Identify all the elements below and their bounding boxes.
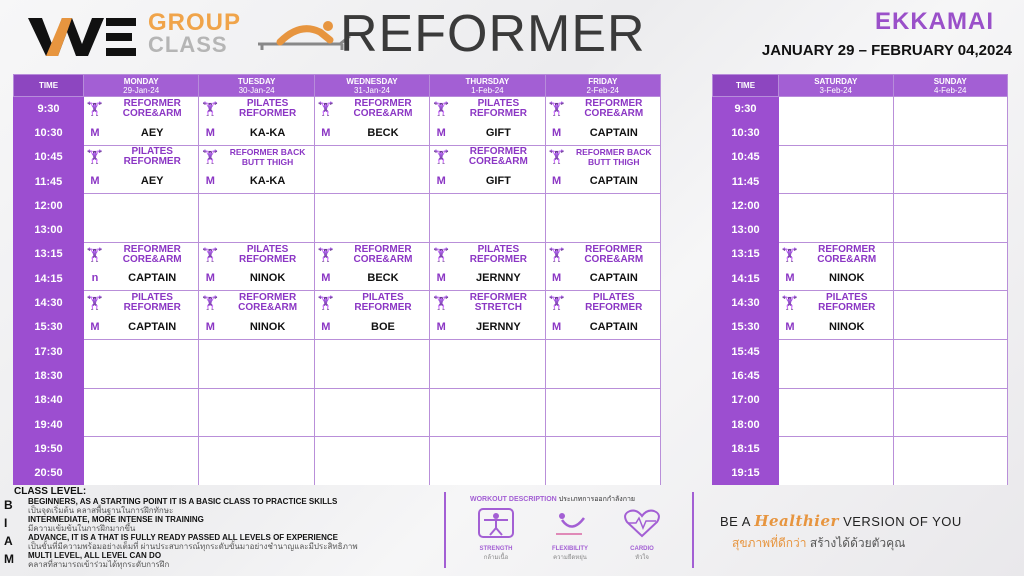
level-description: ADVANCE, IT IS A THAT IS FULLY READY PASSED ALL LEVELS OF EXPERIENCE เป็นขั้นที่มีความพร้อมอย่างเต็มที่ ผ่านประสบการณ์ทุกระดับขั้นมาอย่างชำนาญและมีประสิทธิภาพ [28,533,358,551]
instructor-name: JERNNY [476,321,521,334]
time-slot: 19:40 [14,412,84,436]
empty-cell [545,437,660,461]
instructor-name: NINOK [249,272,286,285]
class-cell[interactable] [314,242,429,266]
empty-cell [199,364,314,388]
day-header-sunday [893,75,1008,97]
class-cell[interactable] [545,242,660,266]
empty-cell [84,364,199,388]
tagline-thai: สุขภาพที่ดีกว่า สร้างได้ด้วยตัวคุณ [732,536,906,550]
time-slot: 15:45 [713,339,779,363]
instructor-name: NINOK [249,321,286,334]
class-level: M [205,175,215,188]
instructor-cell[interactable] [84,121,199,145]
class-cell[interactable] [779,242,894,266]
empty-cell [84,461,199,485]
empty-cell [779,461,894,485]
empty-cell [893,291,1008,315]
empty-cell [314,339,429,363]
class-level: M [551,272,562,285]
time-slot: 13:15 [713,242,779,266]
instructor-cell[interactable] [199,315,314,339]
class-level: M [321,321,331,334]
strength-icon: 🏋 [781,246,799,262]
class-name: REFORMER CORE&ARM [353,243,413,265]
empty-cell [430,364,545,388]
empty-cell [545,412,660,436]
day-header-saturday [779,75,894,97]
class-cell[interactable] [199,97,314,121]
strength-icon: 🏋 [202,295,219,311]
instructor-cell[interactable] [314,267,429,291]
class-cell[interactable] [199,291,314,315]
instructor-cell[interactable] [199,121,314,145]
strength-icon: 🏋 [202,246,219,262]
workout-item-flexibility: FLEXIBILITY ความยืดหยุ่น [540,508,600,562]
time-slot: 18:30 [14,364,84,388]
instructor-cell[interactable] [199,267,314,291]
strength-icon: 🏋 [86,100,104,116]
empty-cell [545,364,660,388]
class-name: PILATES REFORMER [354,292,412,314]
strength-icon: 🏋 [548,295,565,311]
instructor-name: CAPTAIN [589,272,638,285]
instructor-cell[interactable] [84,267,199,291]
class-level: M [436,272,446,285]
instructor-name: JERNNY [476,272,521,285]
empty-cell [199,437,314,461]
instructor-cell[interactable] [199,169,314,193]
empty-cell [779,412,894,436]
empty-cell [199,218,314,242]
empty-cell [314,461,429,485]
time-header: TIME [14,75,84,97]
class-text: CLASS [148,32,228,57]
empty-cell [314,388,429,412]
empty-cell [893,364,1008,388]
time-slot: 19:15 [713,461,779,485]
empty-cell [893,339,1008,363]
instructor-cell[interactable] [545,121,660,145]
day-date: 1-Feb-24 [471,85,504,95]
weekend-schedule-table [712,74,1008,485]
class-name: PILATES REFORMER [123,292,181,314]
time-slot: 11:45 [14,169,84,193]
empty-cell [314,218,429,242]
instructor-name: BOE [371,321,395,334]
day-header-thursday [430,75,545,97]
empty-cell [84,412,199,436]
empty-cell [314,145,429,169]
class-name: REFORMER CORE&ARM [468,146,528,168]
empty-cell [893,242,1008,266]
time-slot: 18:40 [14,388,84,412]
day-name: WEDNESDAY [346,76,398,86]
instructor-cell[interactable] [779,315,894,339]
class-cell[interactable] [430,145,545,169]
strength-icon: 🏋 [86,295,104,311]
empty-cell [430,412,545,436]
class-level: M [785,321,795,334]
day-header-wednesday [314,75,429,97]
class-level: M [205,126,215,139]
day-header-friday [545,75,660,97]
strength-icon: 🏋 [781,295,799,311]
class-cell[interactable] [430,291,545,315]
empty-cell [314,364,429,388]
time-slot: 14:15 [713,267,779,291]
class-name: PILATES REFORMER [238,243,297,265]
we-logo [28,10,138,60]
reformer-title: REFORMER [340,5,646,63]
class-level: M [436,321,446,334]
empty-cell [779,121,894,145]
class-cell[interactable] [314,97,429,121]
time-slot: 17:00 [713,388,779,412]
empty-cell [84,437,199,461]
day-name: TUESDAY [237,76,276,86]
empty-cell [893,97,1008,121]
class-level: M [551,126,562,139]
empty-cell [779,97,894,121]
cardio-icon [612,508,672,546]
class-cell[interactable] [545,97,660,121]
instructor-cell[interactable] [545,169,660,193]
empty-cell [84,339,199,363]
empty-cell [893,218,1008,242]
class-cell[interactable] [84,145,199,169]
empty-cell [199,339,314,363]
workout-item-cardio: CARDIO หัวใจ [612,508,672,562]
workout-description-title: WORKOUT DESCRIPTION ประเภทการออกกำลังกาย [470,496,635,503]
time-slot: 11:45 [713,169,779,193]
class-cell[interactable] [430,97,545,121]
strength-icon: 🏋 [548,246,565,262]
instructor-cell[interactable] [314,121,429,145]
level-letter: I [4,516,8,530]
class-level: M [321,126,331,139]
instructor-name: CAPTAIN [128,321,177,334]
instructor-name: GIFT [485,126,511,139]
empty-cell [893,315,1008,339]
empty-cell [199,412,314,436]
instructor-name: CAPTAIN [589,321,638,334]
time-slot: 12:00 [713,194,779,218]
empty-cell [545,218,660,242]
class-cell[interactable] [545,145,660,169]
class-level: M [436,175,446,188]
class-level: M [551,321,562,334]
empty-cell [545,194,660,218]
strength-icon: 🏋 [433,246,450,262]
instructor-name: NINOK [829,272,865,285]
empty-cell [314,412,429,436]
time-slot: 13:00 [713,218,779,242]
class-name: REFORMER CORE&ARM [817,243,877,265]
level-letter: M [4,552,14,566]
empty-cell [430,437,545,461]
class-cell[interactable] [84,242,199,266]
time-slot: 14:30 [14,291,84,315]
class-name: PILATES REFORMER [238,97,297,119]
instructor-cell[interactable] [84,169,199,193]
class-level: M [551,175,562,188]
strength-icon: 🏋 [433,100,450,116]
empty-cell [430,388,545,412]
day-name: FRIDAY [588,76,618,86]
empty-cell [199,388,314,412]
strength-icon: 🏋 [317,100,334,116]
time-slot: 14:15 [14,267,84,291]
class-name: REFORMER BACK BUTT THIGH [576,147,652,168]
class-level: M [90,175,100,188]
instructor-name: KA-KA [249,126,286,139]
empty-cell [545,339,660,363]
empty-cell [893,461,1008,485]
time-slot: 18:00 [713,412,779,436]
day-date: 30-Jan-24 [238,85,275,95]
class-name: REFORMER CORE&ARM [122,243,182,265]
class-level: M [90,126,100,139]
date-range: JANUARY 29 – FEBRUARY 04,2024 [761,42,1012,59]
empty-cell [893,121,1008,145]
time-slot: 10:30 [713,121,779,145]
time-slot: 14:30 [713,291,779,315]
class-name: PILATES REFORMER [469,243,527,265]
instructor-name: GIFT [485,175,511,188]
instructor-name: AEY [140,126,164,139]
day-date: 31-Jan-24 [353,85,390,95]
empty-cell [893,437,1008,461]
flexibility-icon [540,508,600,546]
empty-cell [893,145,1008,169]
empty-cell [314,169,429,193]
empty-cell [545,388,660,412]
strength-icon: 🏋 [317,246,334,262]
instructor-name: AEY [140,175,164,188]
weekday-schedule-table [13,74,661,485]
strength-icon: 🏋 [86,149,104,165]
workout-item-strength: STRENGTH กล้ามเนื้อ [466,508,526,562]
empty-cell [779,364,894,388]
class-cell[interactable] [779,291,894,315]
class-level: M [90,321,100,334]
empty-cell [199,461,314,485]
day-name: SATURDAY [814,76,858,86]
empty-cell [779,218,894,242]
time-slot: 10:45 [14,145,84,169]
empty-cell [545,461,660,485]
instructor-cell[interactable] [779,267,894,291]
class-level: M [321,272,331,285]
class-cell[interactable] [84,291,199,315]
day-header-tuesday [199,75,314,97]
instructor-cell[interactable] [314,315,429,339]
time-slot: 10:45 [713,145,779,169]
instructor-name: BECK [367,272,399,285]
strength-icon: 🏋 [548,100,565,116]
time-slot: 13:00 [14,218,84,242]
day-date: 4-Feb-24 [934,85,967,95]
class-cell[interactable] [199,242,314,266]
instructor-cell[interactable] [545,315,660,339]
time-slot: 19:50 [14,437,84,461]
class-cell[interactable] [199,145,314,169]
strength-icon [466,508,526,546]
empty-cell [779,145,894,169]
empty-cell [84,388,199,412]
level-letter: B [4,498,13,512]
class-cell[interactable] [84,97,199,121]
group-text: GROUP [148,9,242,36]
class-level: M [205,321,215,334]
empty-cell [314,437,429,461]
empty-cell [430,218,545,242]
time-slot: 18:15 [713,437,779,461]
empty-cell [430,194,545,218]
time-slot: 9:30 [713,97,779,121]
time-slot: 12:00 [14,194,84,218]
strength-icon: 🏋 [317,295,334,311]
workout-description-box [444,492,694,568]
instructor-name: CAPTAIN [589,126,638,139]
class-name: REFORMER BACK BUTT THIGH [229,147,306,168]
class-name: REFORMER CORE&ARM [584,97,644,119]
instructor-name: NINOK [829,321,865,334]
time-slot: 13:15 [14,242,84,266]
empty-cell [893,169,1008,193]
class-name: REFORMER CORE&ARM [353,97,413,119]
time-slot: 10:30 [14,121,84,145]
class-cell[interactable] [314,291,429,315]
level-letter: A [4,534,13,548]
instructor-cell[interactable] [545,267,660,291]
class-level: M [785,272,795,285]
day-date: 29-Jan-24 [123,85,160,95]
day-name: THURSDAY [465,76,510,86]
empty-cell [430,339,545,363]
time-slot: 15:30 [14,315,84,339]
instructor-cell[interactable] [430,121,545,145]
instructor-cell[interactable] [430,315,545,339]
empty-cell [779,339,894,363]
day-date: 3-Feb-24 [819,85,852,95]
class-cell[interactable] [545,291,660,315]
empty-cell [893,388,1008,412]
empty-cell [893,412,1008,436]
day-name: MONDAY [123,76,159,86]
location-title: EKKAMAI [875,8,994,35]
time-slot: 9:30 [14,97,84,121]
strength-icon: 🏋 [433,295,450,311]
class-level: M [436,126,446,139]
class-name: REFORMER STRETCH [469,292,527,314]
class-level: M [205,272,215,285]
level-description: INTERMEDIATE, MORE INTENSE IN TRAINING มีความเข้มข้นในการฝึกมากขึ้น [28,515,204,533]
empty-cell [779,194,894,218]
day-name: SUNDAY [933,76,967,86]
instructor-name: KA-KA [249,175,286,188]
time-slot: 16:45 [713,364,779,388]
instructor-cell[interactable] [430,267,545,291]
class-name: PILATES REFORMER [469,97,527,119]
instructor-name: CAPTAIN [589,175,638,188]
day-date: 2-Feb-24 [586,85,620,95]
class-name: REFORMER CORE&ARM [584,243,644,265]
class-name: PILATES REFORMER [818,292,876,314]
strength-icon: 🏋 [202,100,219,116]
empty-cell [84,194,199,218]
empty-cell [893,267,1008,291]
day-header-monday [84,75,199,97]
time-slot: 17:30 [14,339,84,363]
class-name: REFORMER CORE&ARM [122,97,182,119]
time-slot: 20:50 [14,461,84,485]
tagline: BE A Healthier VERSION OF YOU [720,512,962,530]
instructor-name: BECK [367,126,399,139]
empty-cell [893,194,1008,218]
empty-cell [779,388,894,412]
level-description: BEGINNERS, AS A STARTING POINT IT IS A BASIC CLASS TO PRACTICE SKILLS เป็นจุดเริ่มต้น คลาสพื้นฐานในการฝึกทักษะ [28,497,338,515]
strength-icon: 🏋 [202,149,219,165]
class-name: REFORMER CORE&ARM [238,292,298,314]
class-name: PILATES REFORMER [123,146,181,168]
instructor-cell[interactable] [430,169,545,193]
empty-cell [84,218,199,242]
instructor-name: CAPTAIN [128,272,177,285]
empty-cell [199,194,314,218]
class-level: n [91,272,99,285]
class-name: PILATES REFORMER [585,292,643,314]
time-slot: 15:30 [713,315,779,339]
instructor-cell[interactable] [84,315,199,339]
strength-icon: 🏋 [86,246,104,262]
strength-icon: 🏋 [433,149,450,165]
class-level-title: CLASS LEVEL: [14,486,87,497]
level-description: MULTI LEVEL, ALL LEVEL CAN DO คลาสที่สามารถเข้าร่วมได้ทุกระดับการฝึก [28,551,170,569]
empty-cell [314,194,429,218]
time-header: TIME [713,75,779,97]
empty-cell [779,169,894,193]
empty-cell [779,437,894,461]
class-cell[interactable] [430,242,545,266]
strength-icon: 🏋 [548,149,565,165]
empty-cell [430,461,545,485]
